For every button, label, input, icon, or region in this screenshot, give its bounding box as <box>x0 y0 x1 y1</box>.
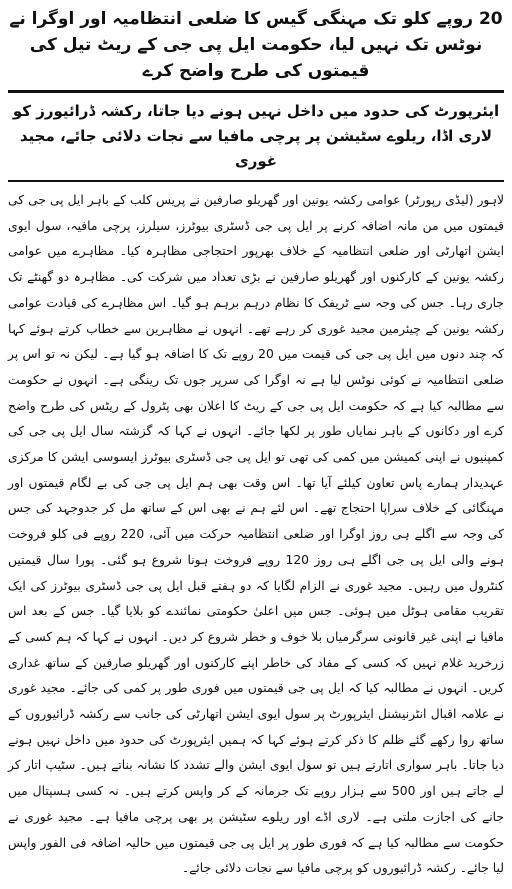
article-body <box>8 188 504 882</box>
subheadline: ایئرپورٹ کی حدود میں داخل نہیں ہونے دیا جاتا، رکشہ ڈرائیورز کو لاری اڈا، ریلوے سٹیشن پر پرچی مافیا سے نجات دلائی جائے، مجید غوری <box>12 102 500 170</box>
subheadline-divider <box>8 180 504 182</box>
headline: 20 روپے کلو تک مہنگی گیس کا ضلعی انتظامیہ اور اوگرا نے نوٹس تک نہیں لیا، حکومت ایل پی جی کے ریٹ تیل کی قیمتوں کی طرح واضح کرے <box>9 9 503 81</box>
article-paragraph: لاہور (لیڈی رپورٹر) عوامی رکشہ یونین اور گھریلو صارفین نے پریس کلب کے باہر ایل پی جی کی قیمتوں میں من مانہ اضافہ کرنے پر ایل پی جی ڈسٹری بیوٹرز، سیلرز، پرچی مافیہ، سول ایوی ایشن اتھارٹی اور ضلعی انتظامیہ کے خلاف بھرپور احتجاجی مظاہرہ کیا۔ مظاہرے میں عوامی رکشہ یونین کے کارکنوں اور گھریلو صارفین نے بڑی تعداد میں شرکت کی۔ مظاہرہ دو گھنٹے تک جاری رہا۔ جس کی وجہ سے ٹریفک کا نظام درہم برہم ہو گیا۔ اس مظاہرے کی قیادت عوامی رکشہ یونین کے چیئرمین مجید غوری کر رہے تھے۔ انہوں نے مظاہرین سے خطاب کرتے ہوئے کہا کہ چند دنوں میں ایل پی جی کی قیمت میں 20 روپے تک کا اضافہ ہو گیا ہے۔ لیکن نہ تو اس پر ضلعی انتظامیہ نے کوئی نوٹس لیا ہے نہ اوگرا کی سرپر جوں تک رینگی ہے۔ انہوں نے حکومت سے مطالبہ کیا ہے کہ حکومت ایل پی جی کے ریٹ کا اعلان بھی پٹرول کے ریٹس کی طرح واضح کرے اور دکانوں کے باہر نمایاں طور پر لکھا جائے۔ انہوں نے کہا کہ گزشتہ سال ایل پی جی کی کمپنیوں نے اپنی کمیشن میں کمی کی تھی تو ایل پی جی ڈسٹری بیوٹرز ایسوسی ایشن کا مرکزی عہدیدار ہمارے پاس تعاون کیلئے آیا تھا۔ اس وقت بھی ہم ایل پی جی کی بے لگام قیمتوں اور مہنگائی کے خلاف سراپا احتجاج تھے۔ اس لئے ہم نے بھی اس کے ساتھ مل کر جدوجہد کی جس کی وجہ سے اگلے ہی روز اوگرا اور ضلعی انتظامیہ حرکت میں آئی، 220 روپے فی کلو فروخت ہونے والی ایل پی جی اگلے ہی روز 120 روپے فروخت ہونا شروع ہو گئی۔ پورا سال قیمتیں کنٹرول میں رہیں۔ مجید غوری نے الزام لگایا کہ دو ہفتے قبل ایل پی جی ڈسٹری بیوٹرز کی ایک تقریب مقامی ہوٹل میں ہوئی۔ جس میں اعلیٰ حکومتی نمائندے کو بلایا گیا۔ جس کے بعد اس مافیا نے اپنی غیر قانونی سرگرمیاں بلا خوف و خطر شروع کر دیں۔ انہوں نے کہا کہ ہم کسی کے زرخرید غلام نہیں کہ کسی کے مفاد کی خاطر اپنے کارکنوں اور گھریلو صارفین کے ساتھ غداری کریں۔ انہوں نے مطالبہ کیا کہ ایل پی جی قیمتوں میں فوری طور پر کمی کی جائے۔ مجید غوری نے علامہ اقبال انٹرنیشنل ایئرپورٹ پر سول ایوی ایشن اتھارٹی کی جانب سے رکشہ ڈرائیوروں کے ساتھ روا رکھے گئے ظلم کا ذکر کرتے ہوئے کہا کہ ہمیں ایئرپورٹ کی حدود میں داخل نہیں ہونے دیا جاتا۔ باہر سواری اتارتے ہیں تو سول ایوی ایشن والے تشدد کا نشانہ بناتے ہیں۔ سٹیپ اتار کر لے جاتے ہیں اور 500 سے ہزار روپے تک جرمانہ کے کر واپس کرتے ہیں۔ نہ کسی ہسپتال میں جانے کی اجازت ملتی ہے۔ لاری اڈے اور ریلوے سٹیشن پر بھی پرچی مافیا ہے۔ مجید غوری نے حکومت سے مطالبہ کیا ہے کہ فوری طور پر ایل پی جی قیمتوں میں حالیہ اضافہ فی الفور واپس لیا جائے۔ رکشہ ڈرائیوروں کو پرچی مافیا سے نجات دلائی جائے۔ <box>8 193 504 876</box>
headline-divider <box>8 90 504 93</box>
